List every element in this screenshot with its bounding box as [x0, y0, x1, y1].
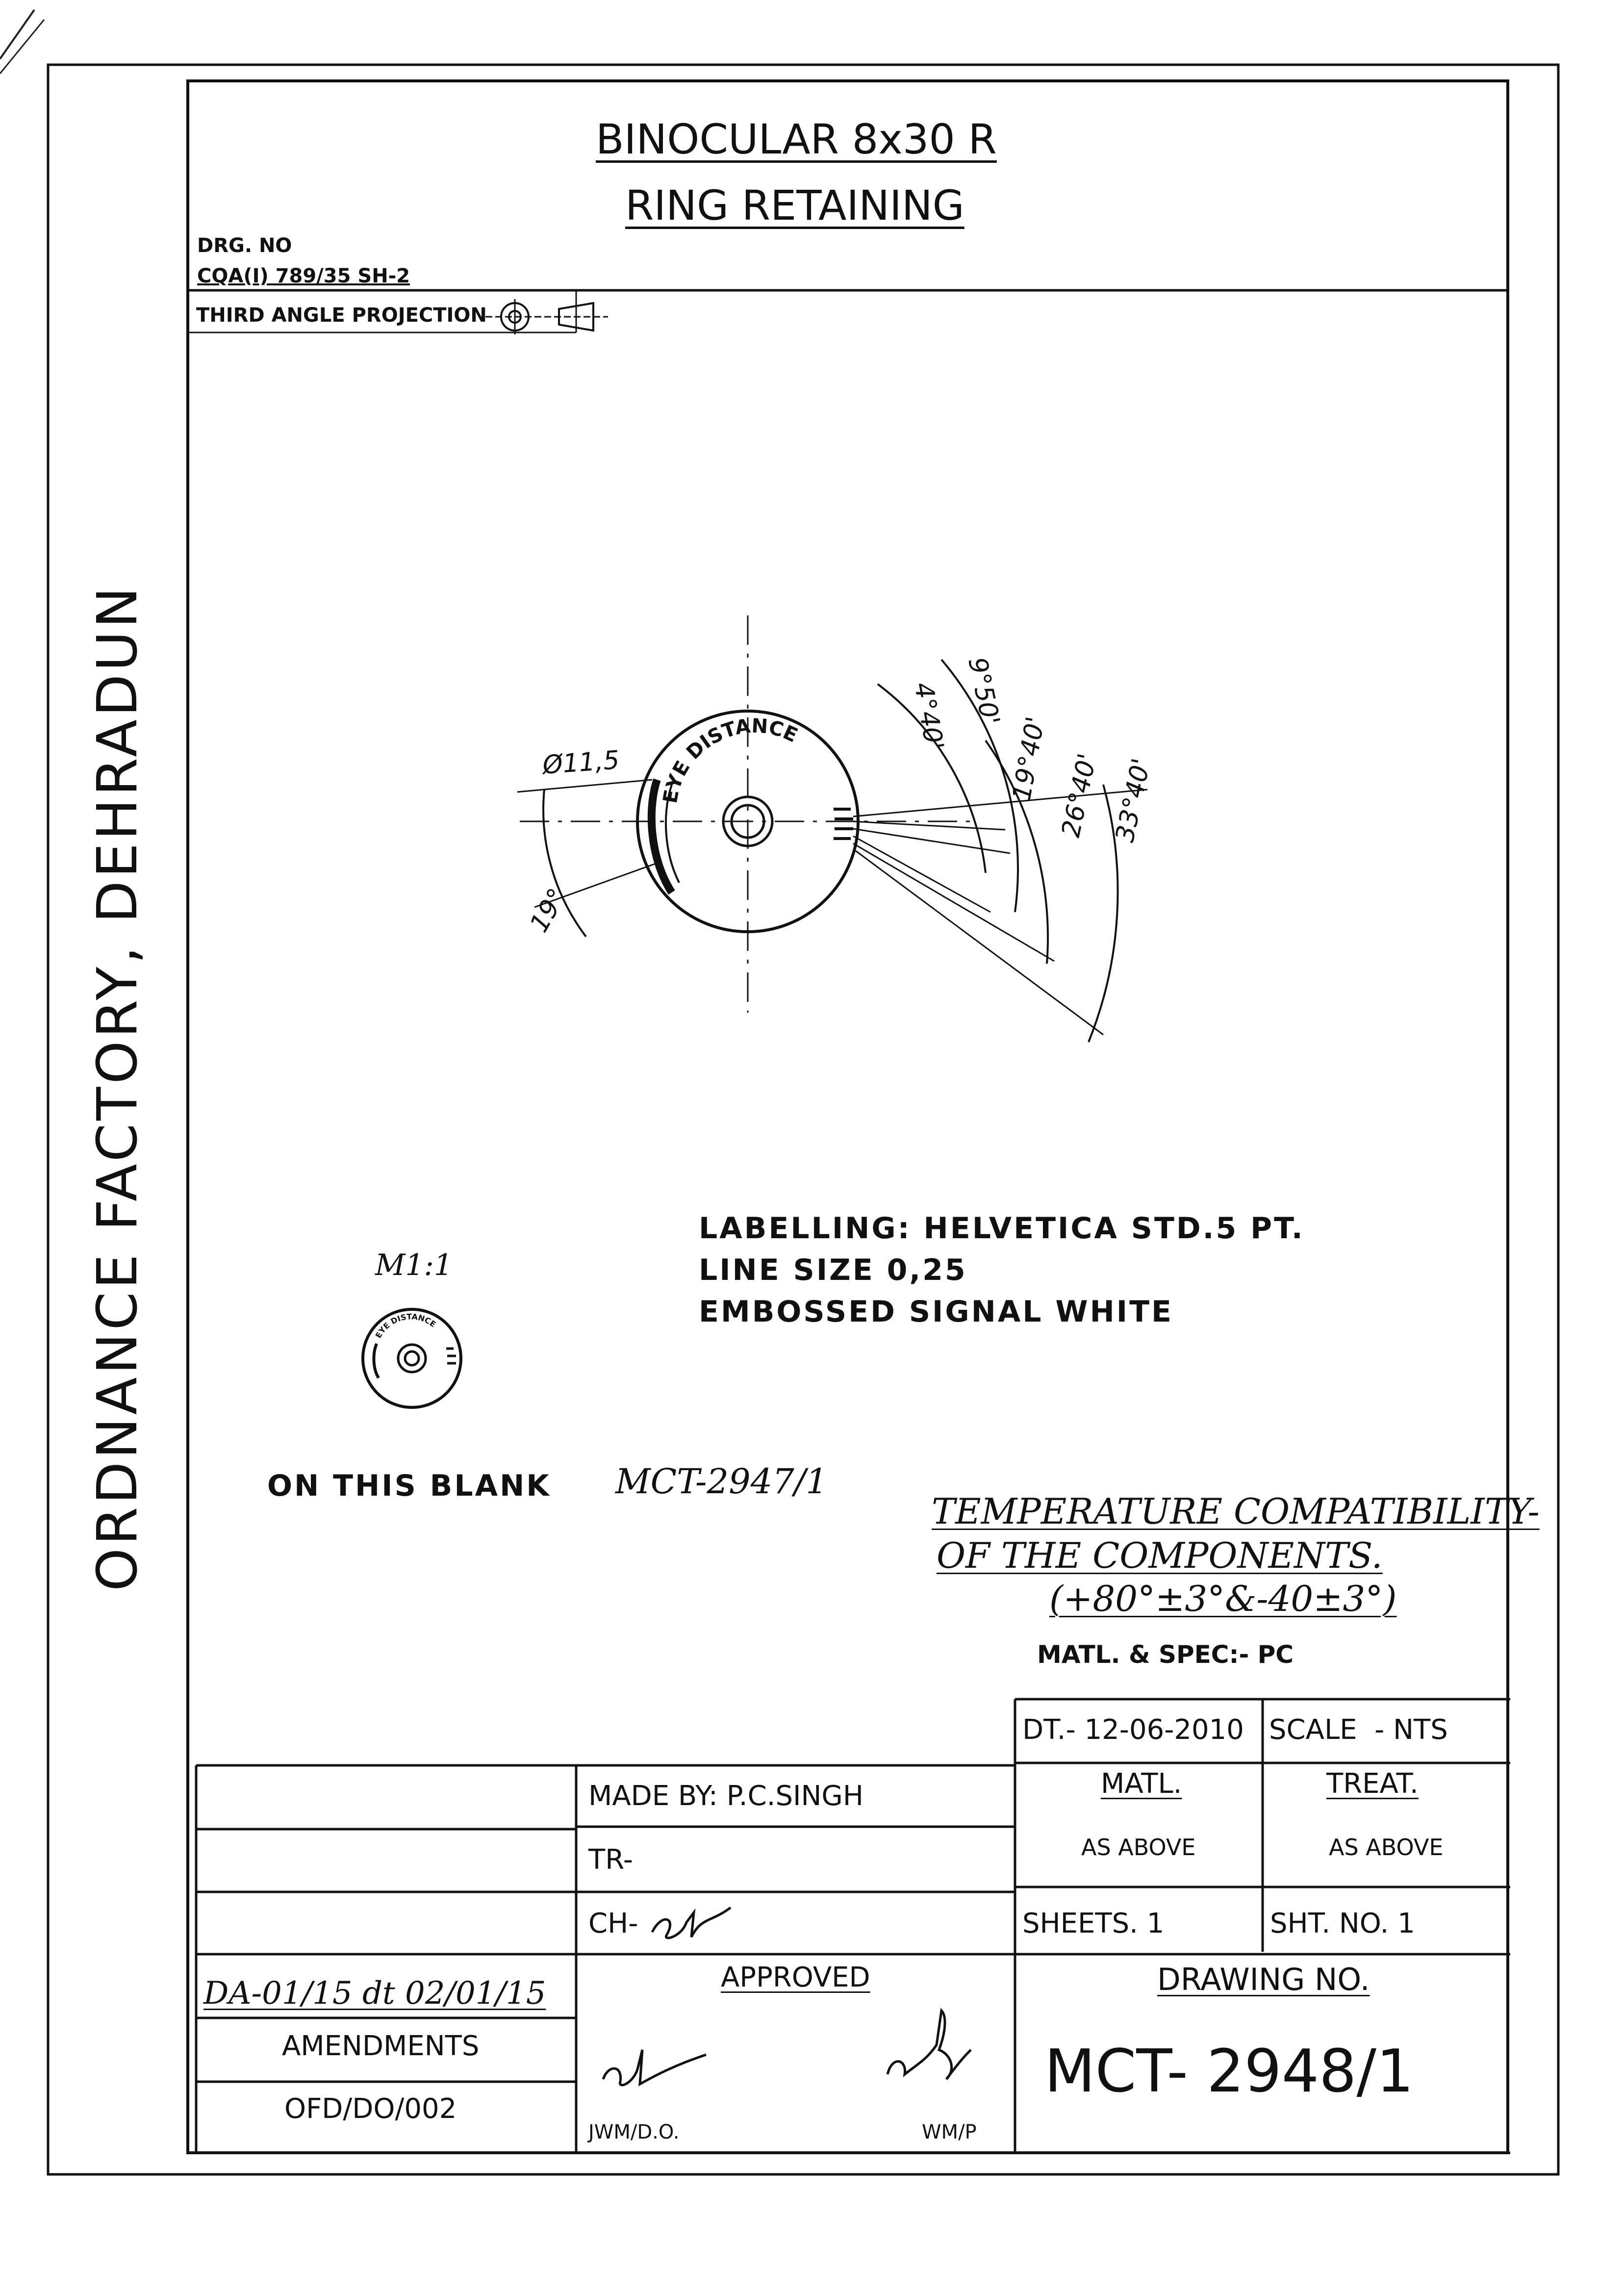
note-embossed: EMBOSSED SIGNAL WHITE — [699, 1295, 1174, 1329]
dim-angle-d: 26°40' — [1056, 751, 1103, 840]
temperature-line2: OF THE COMPONENTS. — [937, 1535, 1383, 1576]
dim-angle-a: 9°50' — [962, 655, 1005, 728]
matl-value: AS ABOVE — [1081, 1834, 1196, 1861]
small-ring-view — [353, 1295, 490, 1422]
matl-header: MATL. — [1101, 1768, 1182, 1800]
svg-text:EYE DISTANCE: EYE DISTANCE — [373, 1312, 438, 1340]
temperature-line3: (+80°±3°&-40±3°) — [1049, 1578, 1397, 1619]
approved-label: APPROVED — [721, 1962, 870, 1993]
projection-label: THIRD ANGLE PROJECTION — [196, 304, 487, 327]
material-spec: MATL. & SPEC:- PC — [1037, 1640, 1294, 1669]
note-line-size: LINE SIZE 0,25 — [699, 1253, 967, 1287]
drawing-ref-value: CQA(I) 789/35 SH-2 — [197, 265, 410, 287]
amendment-note: DA-01/15 dt 02/01/15 — [203, 1975, 546, 2012]
sheet-number-cell: SHT. NO. 1 — [1270, 1908, 1415, 1939]
ch-cell: CH- — [588, 1908, 638, 1939]
made-by-cell: MADE BY: P.C.SINGH — [588, 1780, 863, 1812]
blank-label: ON THIS BLANK — [267, 1469, 551, 1503]
drawing-number-label: DRAWING NO. — [1157, 1962, 1370, 1997]
blank-value: MCT-2947/1 — [615, 1461, 828, 1502]
drawing-title-line2: RING RETAINING — [625, 181, 964, 229]
treat-value: AS ABOVE — [1329, 1834, 1444, 1861]
note-labelling: LABELLING: HELVETICA STD.5 PT. — [699, 1211, 1305, 1246]
amendments-label: AMENDMENTS — [282, 2030, 480, 2062]
dim-angle-left: 19° — [524, 883, 573, 938]
side-factory-label: ORDNANCE FACTORY, DEHRADUN — [86, 584, 150, 1591]
date-cell: DT.- 12-06-2010 — [1022, 1714, 1244, 1746]
ch-signature — [647, 1898, 736, 1947]
wm-signature — [878, 2001, 976, 2089]
treat-header: TREAT. — [1326, 1768, 1419, 1800]
third-angle-projection-icon — [485, 297, 608, 336]
scale-cell: SCALE - NTS — [1269, 1714, 1448, 1746]
drawing-title-line1: BINOCULAR 8x30 R — [596, 115, 997, 163]
dim-angle-c: 19°40' — [1007, 714, 1051, 803]
small-view-scale: M1:1 — [375, 1248, 453, 1282]
ring-diagram — [490, 539, 1226, 1128]
sheets-cell: SHEETS. 1 — [1022, 1908, 1165, 1939]
tr-cell: TR- — [588, 1844, 634, 1876]
drawing-ref-label: DRG. NO — [197, 234, 292, 257]
form-code: OFD/DO/002 — [284, 2093, 457, 2125]
jwm-label: JWM/D.O. — [588, 2121, 680, 2143]
drawing-number-value: MCT- 2948/1 — [1044, 2038, 1414, 2106]
dim-angle-e: 33°40' — [1110, 756, 1157, 845]
ring-eye-distance-text: EYE DISTANCE — [659, 714, 801, 805]
jwm-signature — [598, 2040, 711, 2094]
dim-diameter: Ø11,5 — [541, 745, 621, 780]
dim-angle-b: 4°40' — [908, 680, 949, 753]
wm-label: WM/P — [922, 2121, 977, 2143]
temperature-line1: TEMPERATURE COMPATIBILITY- — [932, 1491, 1540, 1532]
